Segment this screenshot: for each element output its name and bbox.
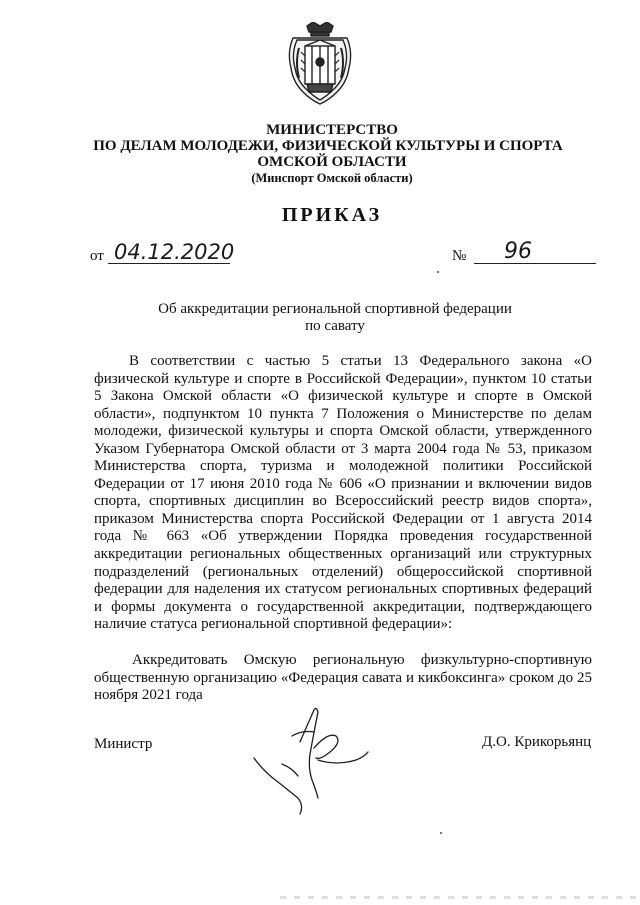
- date-prefix: от: [90, 248, 104, 264]
- date-field: [90, 240, 235, 268]
- signatory-name: Д.О. Крикорьянц: [482, 734, 592, 750]
- number-field: [452, 239, 602, 268]
- ministry-title-line3: ОМСКОЙ ОБЛАСТИ: [257, 154, 407, 170]
- subject-line2: по савату: [305, 318, 365, 334]
- ministry-title-line1: МИНИСТЕРСТВО: [266, 122, 398, 138]
- scan-edge-noise: [280, 896, 640, 899]
- signatory-position: Министр: [94, 736, 153, 752]
- number-underline: [474, 263, 596, 264]
- ministry-short-name: (Минспорт Омской области): [251, 171, 413, 185]
- document-title: ПРИКАЗ: [281, 204, 383, 226]
- subject-line1: Об аккредитации региональной спортивной федерации: [158, 301, 512, 317]
- date-value: 04.12.2020: [114, 240, 235, 264]
- preamble-paragraph: В соответствии с частью 5 статьи 13 Федерального закона «О физической культуре и спорте в Российской Федерации», пунктом 10 статьи 5 Закона Омской области «О физической культуре и спорте в Омской области», подпунктом 10 пункта 7 Положения о Министерстве по делам молодежи, физической культуры и спорта Омской области, утвержденного Указом Губернатора Омской области от 3 марта 2004 года № 53, приказом Министерства спорта, туризма и молодежной политики Российской Федерации от 17 июня 2010 года № 606 «О признании и включении видов спорта, спортивных дисциплин во Всероссийский реестр видов спорта», приказом Министерства спорта Российской Федерации от 1 августа 2014 года № 663 «Об утверждении Порядка проведения государственной аккредитации региональных общественных организаций или структурных подразделений (региональных отделений) общероссийской спортивной федерации для наделения их статусом региональных спортивных федераций и формы документа о государственной аккредитации, подтверждающего наличие статуса региональной спортивной федерации»:: [94, 353, 592, 633]
- document-subject: [150, 301, 520, 335]
- scan-speck: [440, 832, 442, 834]
- number-value: 96: [504, 239, 532, 264]
- decree-paragraph: Аккредитовать Омскую региональную физкультурно-спортивную общественную организацию «Федерация савата и кикбоксинга» сроком до 25 ноября 2021 года: [94, 652, 592, 703]
- ministry-title-line2: ПО ДЕЛАМ МОЛОДЕЖИ, ФИЗИЧЕСКОЙ КУЛЬТУРЫ И СПОРТА: [93, 138, 563, 154]
- handwritten-signature: [252, 702, 372, 817]
- coat-of-arms-emblem: [285, 22, 355, 106]
- scan-speck: [437, 271, 439, 273]
- number-prefix: №: [452, 248, 467, 264]
